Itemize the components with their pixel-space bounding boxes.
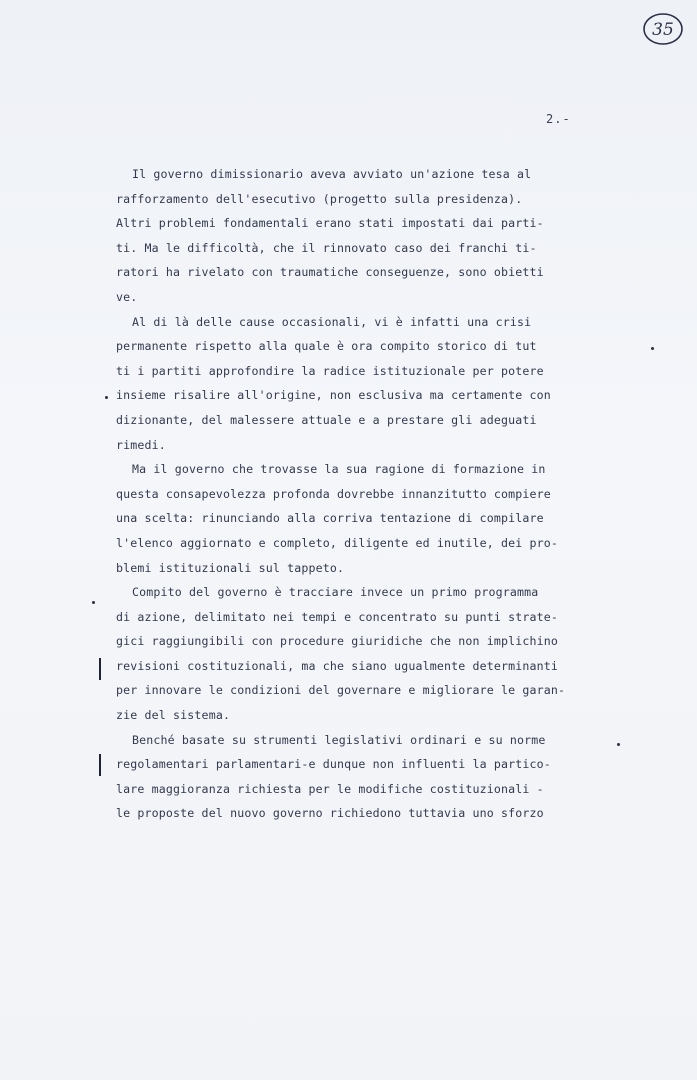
text-line: permanente rispetto alla quale è ora compito storico di tut bbox=[116, 339, 537, 354]
text-line: Benché basate su strumenti legislativi ordinari e su norme bbox=[132, 732, 546, 747]
margin-mark bbox=[99, 658, 101, 680]
text-line: rimedi. bbox=[116, 437, 166, 452]
paragraph bbox=[116, 162, 636, 310]
text-line: per innovare le condizioni del governare e migliorare le garan- bbox=[116, 683, 566, 698]
text-line: gici raggiungibili con procedure giuridiche che non implichino bbox=[116, 634, 559, 649]
text-line: ratori ha rivelato con traumatiche conseguenze, sono obietti bbox=[116, 265, 544, 280]
text-line: regolamentari parlamentari-e dunque non influenti la partico- bbox=[116, 757, 551, 772]
document-body bbox=[116, 162, 636, 826]
margin-dot bbox=[651, 347, 654, 350]
paragraph bbox=[116, 310, 636, 458]
paragraph bbox=[116, 728, 636, 826]
margin-dot bbox=[92, 601, 95, 604]
page-stamp bbox=[641, 10, 685, 48]
text-line: Al di là delle cause occasionali, vi è infatti una crisi bbox=[132, 314, 532, 329]
text-line: questa consapevolezza profonda dovrebbe innanzitutto compiere bbox=[116, 486, 551, 501]
page-number: 2.- bbox=[546, 112, 571, 126]
text-line: insieme risalire all'origine, non esclusiva ma certamente con bbox=[116, 388, 551, 403]
text-line: di azione, delimitato nei tempi e concentrato su punti strate- bbox=[116, 609, 559, 624]
text-line: una scelta: rinunciando alla corriva tentazione di compilare bbox=[116, 511, 544, 526]
text-line: revisioni costituzionali, ma che siano ugualmente determinanti bbox=[116, 658, 559, 673]
text-line: Altri problemi fondamentali erano stati impostati dai parti- bbox=[116, 216, 544, 231]
text-line: Ma il governo che trovasse la sua ragione di formazione in bbox=[132, 462, 546, 477]
paragraph bbox=[116, 457, 636, 580]
text-line: ve. bbox=[116, 289, 138, 304]
text-line: lare maggioranza richiesta per le modifiche costituzionali - bbox=[116, 781, 544, 796]
text-line: zie del sistema. bbox=[116, 708, 231, 723]
text-line: le proposte del nuovo governo richiedono tuttavia uno sforzo bbox=[116, 806, 544, 821]
text-line: Compito del governo è tracciare invece un primo programma bbox=[132, 585, 539, 600]
text-line: l'elenco aggiornato e completo, diligente ed inutile, dei pro- bbox=[116, 535, 559, 550]
text-line: dizionante, del malessere attuale e a prestare gli adeguati bbox=[116, 412, 537, 427]
text-line: ti i partiti approfondire la radice istituzionale per potere bbox=[116, 363, 544, 378]
text-line: blemi istituzionali sul tappeto. bbox=[116, 560, 345, 575]
text-line: rafforzamento dell'esecutivo (progetto sulla presidenza). bbox=[116, 191, 523, 206]
text-line: Il governo dimissionario aveva avviato un'azione tesa al bbox=[132, 167, 532, 181]
stamp-number: 35 bbox=[652, 20, 674, 40]
paragraph bbox=[116, 580, 636, 728]
text-line: ti. Ma le difficoltà, che il rinnovato caso dei franchi ti- bbox=[116, 240, 537, 255]
margin-dot bbox=[617, 743, 620, 746]
margin-mark bbox=[99, 754, 101, 776]
margin-dot bbox=[105, 396, 108, 399]
